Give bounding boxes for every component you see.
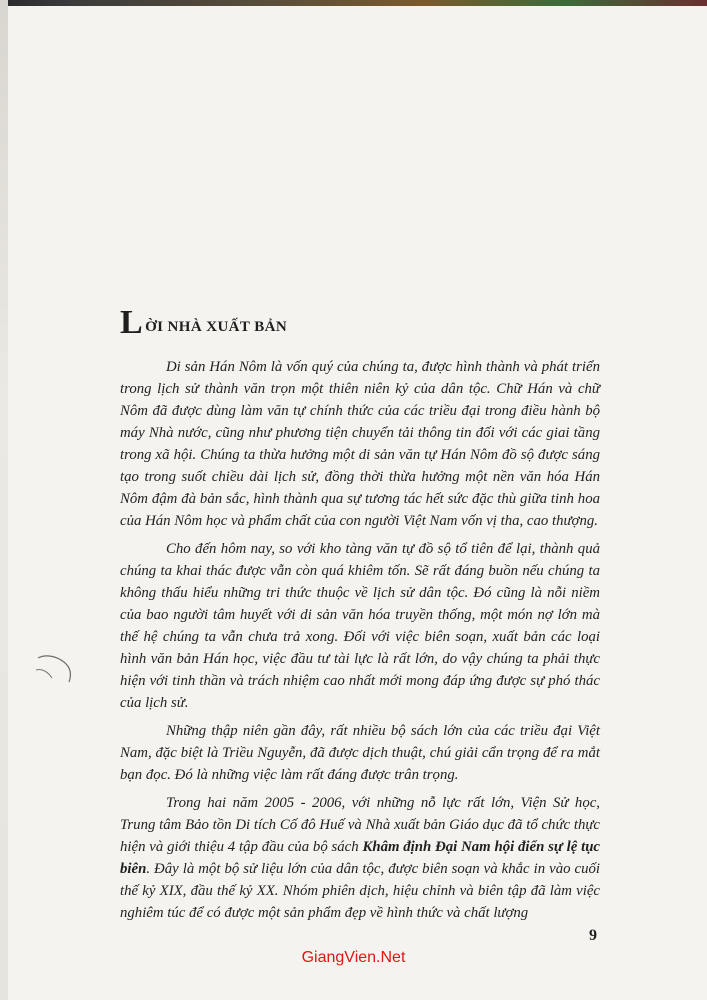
book-title: Khâm định Đại Nam hội điển sự lệ tục biên bbox=[120, 839, 600, 877]
body-text bbox=[120, 356, 600, 930]
paragraph-3: Những thập niên gần đây, rất nhiều bộ sách lớn của các triều đại Việt Nam, đặc biệt là Triều Nguyễn, đã được dịch thuật, chú giải cẩn trọng để ra mắt bạn đọc. Đó là những việc làm rất đáng được trân trọng. bbox=[120, 723, 600, 783]
heading-rest: ỜI NHÀ XUẤT BẢN bbox=[145, 319, 288, 335]
pen-mark-icon bbox=[34, 648, 82, 694]
page-left-edge bbox=[0, 0, 8, 1000]
top-edge-strip bbox=[0, 0, 707, 6]
paragraph-4 bbox=[120, 792, 600, 924]
paragraph-4-end: . Đây là một bộ sử liệu lớn của dân tộc, được biên soạn và khắc in vào cuối thế kỷ XIX, đầu thế kỷ XX. Nhóm phiên dịch, hiệu chỉnh và biên tập đã làm việc nghiêm túc để có được một sản phẩm đẹp về hình thức và chất lượng bbox=[120, 861, 600, 921]
paragraph-1: Di sản Hán Nôm là vốn quý của chúng ta, được hình thành và phát triển trong lịch sử thành văn trọn một thiên niên kỷ của dân tộc. Chữ Hán và chữ Nôm đã được dùng làm văn tự chính thức của các triều đại trong điều hành bộ máy Nhà nước, cũng như phương tiện chuyển tải thông tin đối với các giai tầng trong xã hội. Chúng ta thừa hưởng một di sản văn tự Hán Nôm đồ sộ được sáng tạo trong suốt chiều dài lịch sử, đồng thời thừa hưởng một nền văn hóa Hán Nôm đậm đà bản sắc, hình thành qua sự tương tác hết sức đặc thù giữa tinh hoa của Hán Nôm học và phẩm chất của con người Việt Nam vốn vị tha, cao thượng. bbox=[120, 359, 600, 529]
heading-initial: L bbox=[120, 304, 144, 341]
paragraph-4-start: Trong hai năm 2005 - 2006, với những nỗ lực rất lớn, Viện Sử học, Trung tâm Bảo tồn Di tích Cố đô Huế và Nhà xuất bản Giáo dục đã tổ chức thực hiện và giới thiệu 4 tập đầu của bộ sách bbox=[120, 795, 600, 855]
page-heading bbox=[120, 306, 287, 340]
page-number: 9 bbox=[589, 927, 597, 944]
watermark-text: GiangVien.Net bbox=[301, 949, 406, 966]
paragraph-2: Cho đến hôm nay, so với kho tàng văn tự đồ sộ tổ tiên để lại, thành quả chúng ta khai thác được vẫn còn quá khiêm tốn. Sẽ rất đáng buồn nếu chúng ta không thấu hiểu những tri thức thuộc về lịch sử dân tộc. Đó cũng là nỗi niềm của bao người tâm huyết với di sản văn hóa truyền thống, một món nợ lớn mà thế hệ chúng ta vẫn chưa trả xong. Đối với việc biên soạn, xuất bản các loại hình văn bản Hán học, việc đầu tư tài lực là rất lớn, do vậy chúng ta phải thực hiện với tinh thần và trách nhiệm cao nhất mới mong đáp ứng được sự phó thác của lịch sử. bbox=[120, 541, 600, 711]
